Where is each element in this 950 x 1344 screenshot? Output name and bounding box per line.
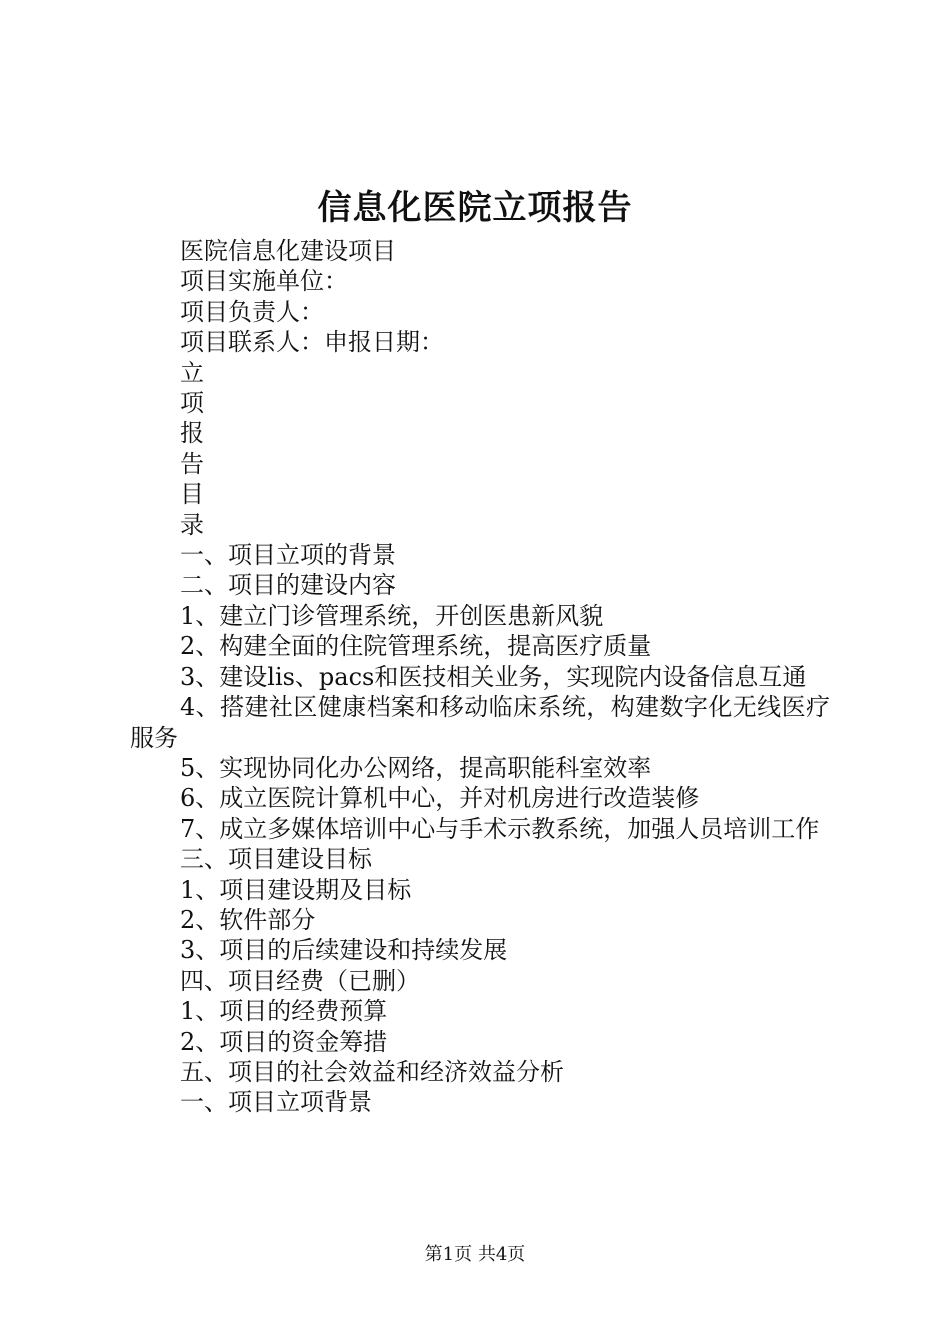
text-line: 项 (180, 389, 204, 418)
toc-entry: 四、项目经费（已删） (180, 966, 420, 995)
text-line: 告 (180, 449, 204, 478)
toc-entry: 6、成立医院计算机中心，并对机房进行改造装修 (180, 784, 700, 813)
section-heading: 一、项目立项背景 (180, 1088, 372, 1117)
toc-entry: 1、项目的经费预算 (180, 997, 388, 1026)
toc-entry: 2、软件部分 (180, 905, 316, 934)
document-title: 信息化医院立项报告 (317, 188, 633, 228)
text-line: 录 (180, 510, 204, 539)
text-line: 项目负责人： (180, 297, 324, 326)
toc-entry: 1、建立门诊管理系统，开创医患新风貌 (180, 601, 604, 630)
toc-entry: 一、项目立项的背景 (180, 541, 396, 570)
toc-entry: 7、成立多媒体培训中心与手术示教系统，加强人员培训工作 (180, 814, 820, 843)
text-line: 报 (180, 419, 204, 448)
toc-entry: 3、项目的后续建设和持续发展 (180, 936, 508, 965)
text-line: 项目实施单位： (180, 267, 348, 296)
text-line: 医院信息化建设项目 (180, 237, 396, 265)
toc-entry: 2、构建全面的住院管理系统，提高医疗质量 (180, 632, 652, 661)
toc-entry: 三、项目建设目标 (180, 845, 372, 874)
toc-entry: 2、项目的资金筹措 (180, 1027, 388, 1056)
toc-entry: 3、建设lis、pacs和医技相关业务，实现院内设备信息互通 (180, 662, 807, 691)
text-line: 立 (180, 358, 204, 387)
toc-entry: 五、项目的社会效益和经济效益分析 (180, 1057, 564, 1086)
text-line: 目 (180, 480, 204, 509)
document-body (130, 236, 830, 1118)
toc-entry: 1、项目建设期及目标 (180, 875, 412, 904)
text-line: 项目联系人：申报日期： (180, 328, 444, 357)
toc-entry: 二、项目的建设内容 (180, 571, 396, 600)
page-footer: 第1页 共4页 (424, 1244, 526, 1265)
toc-entry: 5、实现协同化办公网络，提高职能科室效率 (180, 753, 652, 782)
toc-entry: 4、搭建社区健康档案和移动临床系统，构建数字化无线医疗服务 (130, 693, 830, 752)
